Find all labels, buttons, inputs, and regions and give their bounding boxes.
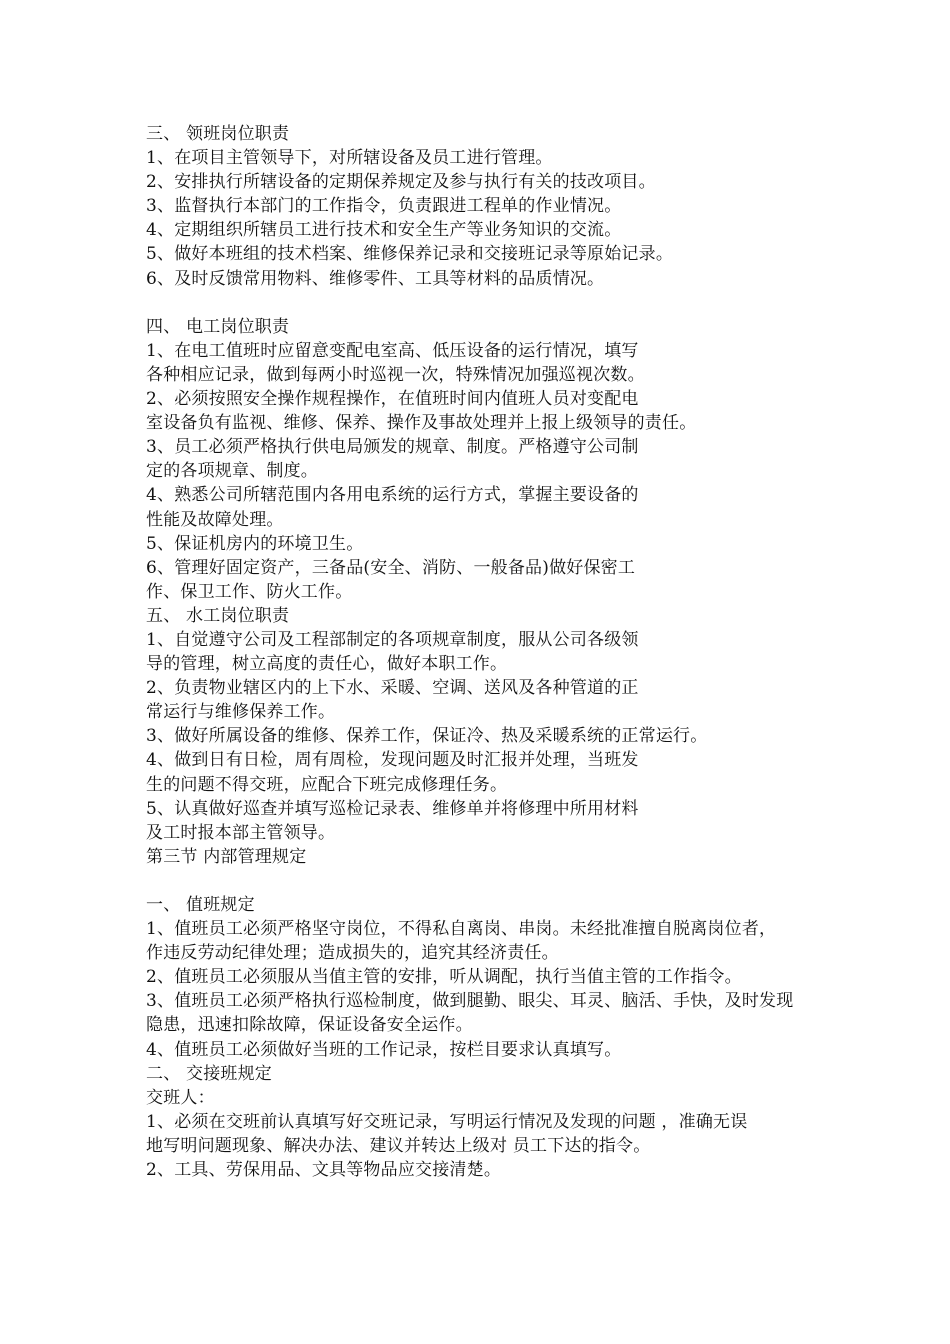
- paragraph-line: 4、定期组织所辖员工进行技术和安全生产等业务知识的交流。: [146, 220, 622, 241]
- paragraph-line: 常运行与维修保养工作。: [146, 702, 336, 723]
- paragraph-line: 5、保证机房内的环境卫生。: [146, 533, 364, 554]
- paragraph-line: 3、做好所属设备的维修、保养工作，保证冷、热及采暖系统的正常运行。: [146, 726, 708, 747]
- section-heading-foreman: 三、 领班岗位职责: [146, 124, 290, 144]
- paragraph-line: 3、值班员工必须严格执行巡检制度，做到腿勤、眼尖、耳灵、脑活、手快，及时发现: [146, 991, 794, 1012]
- section-heading-electrician: 四、 电工岗位职责: [146, 316, 290, 337]
- paragraph-line: 1、在电工值班时应留意变配电室高、低压设备的运行情况，填写: [146, 340, 639, 361]
- chapter-title: 第三节 内部管理规定: [146, 846, 307, 867]
- paragraph-line: 导的管理，树立高度的责任心，做好本职工作。: [146, 654, 508, 675]
- paragraph-line: 2、值班员工必须服从当值主管的安排，听从调配，执行当值主管的工作指令。: [146, 967, 742, 988]
- document-body: [146, 122, 826, 1182]
- paragraph-line: 1、必须在交班前认真填写好交班记录，写明运行情况及发现的问题 ，准确无误: [146, 1111, 748, 1132]
- paragraph-line: 2、负责物业辖区内的上下水、采暖、空调、送风及各种管道的正: [146, 678, 639, 699]
- paragraph-line: 6、及时反馈常用物料、维修零件、工具等材料的品质情况。: [146, 268, 605, 289]
- paragraph-line: 2、工具、劳保用品、文具等物品应交接清楚。: [146, 1160, 502, 1181]
- paragraph-line: 定的各项规章、制度。: [146, 461, 318, 482]
- paragraph-line: 作、保卫工作、防火工作。: [146, 581, 353, 602]
- section-heading-duty: 一、 值班规定: [146, 895, 255, 915]
- paragraph-line: 室设备负有监视、维修、保养、操作及事故处理并上报上级领导的责任。: [146, 413, 697, 434]
- paragraph-line: 隐患，迅速扣除故障，保证设备安全运作。: [146, 1015, 473, 1036]
- paragraph-line: 性能及故障处理。: [146, 509, 284, 530]
- paragraph-line: 1、自觉遵守公司及工程部制定的各项规章制度，服从公司各级领: [146, 629, 639, 650]
- paragraph-line: 及工时报本部主管领导。: [146, 822, 336, 843]
- section-heading-handover: 二、 交接班规定: [146, 1063, 273, 1084]
- paragraph-line: 2、必须按照安全操作规程操作，在值班时间内值班人员对变配电: [146, 389, 639, 410]
- blank-line: [146, 869, 826, 893]
- paragraph-line: 作违反劳动纪律处理；造成损失的，追究其经济责任。: [146, 943, 559, 964]
- paragraph-line: 4、熟悉公司所辖范围内各用电系统的运行方式，掌握主要设备的: [146, 485, 639, 506]
- blank-line: [146, 291, 826, 315]
- paragraph-line: 4、值班员工必须做好当班的工作记录，按栏目要求认真填写。: [146, 1039, 622, 1060]
- paragraph-line: 5、做好本班组的技术档案、维修保养记录和交接班记录等原始记录。: [146, 244, 674, 265]
- paragraph-line: 各种相应记录，做到每两小时巡视一次，特殊情况加强巡视次数。: [146, 364, 645, 385]
- subheading-outgoing-shift: 交班人：: [146, 1087, 215, 1108]
- paragraph-line: 1、值班员工必须严格坚守岗位，不得私自离岗、串岗。未经批准擅自脱离岗位者，: [146, 919, 777, 940]
- section-heading-plumber: 五、 水工岗位职责: [146, 605, 290, 626]
- paragraph-line: 4、做到日有日检，周有周检，发现问题及时汇报并处理，当班发: [146, 750, 639, 771]
- paragraph-line: 3、监督执行本部门的工作指令，负责跟进工程单的作业情况。: [146, 196, 622, 217]
- paragraph-line: 1、在项目主管领导下，对所辖设备及员工进行管理。: [146, 148, 553, 169]
- paragraph-line: 2、安排执行所辖设备的定期保养规定及参与执行有关的技改项目。: [146, 172, 656, 193]
- paragraph-line: 生的问题不得交班，应配合下班完成修理任务。: [146, 774, 508, 795]
- paragraph-line: 地写明问题现象、解决办法、建议并转达上级对 员工下达的指令。: [146, 1135, 651, 1156]
- paragraph-line: 5、认真做好巡查并填写巡检记录表、维修单并将修理中所用材料: [146, 798, 639, 819]
- paragraph-line: 6、管理好固定资产，三备品(安全、消防、一般备品)做好保密工: [146, 557, 636, 578]
- paragraph-line: 3、员工必须严格执行供电局颁发的规章、制度。严格遵守公司制: [146, 437, 639, 458]
